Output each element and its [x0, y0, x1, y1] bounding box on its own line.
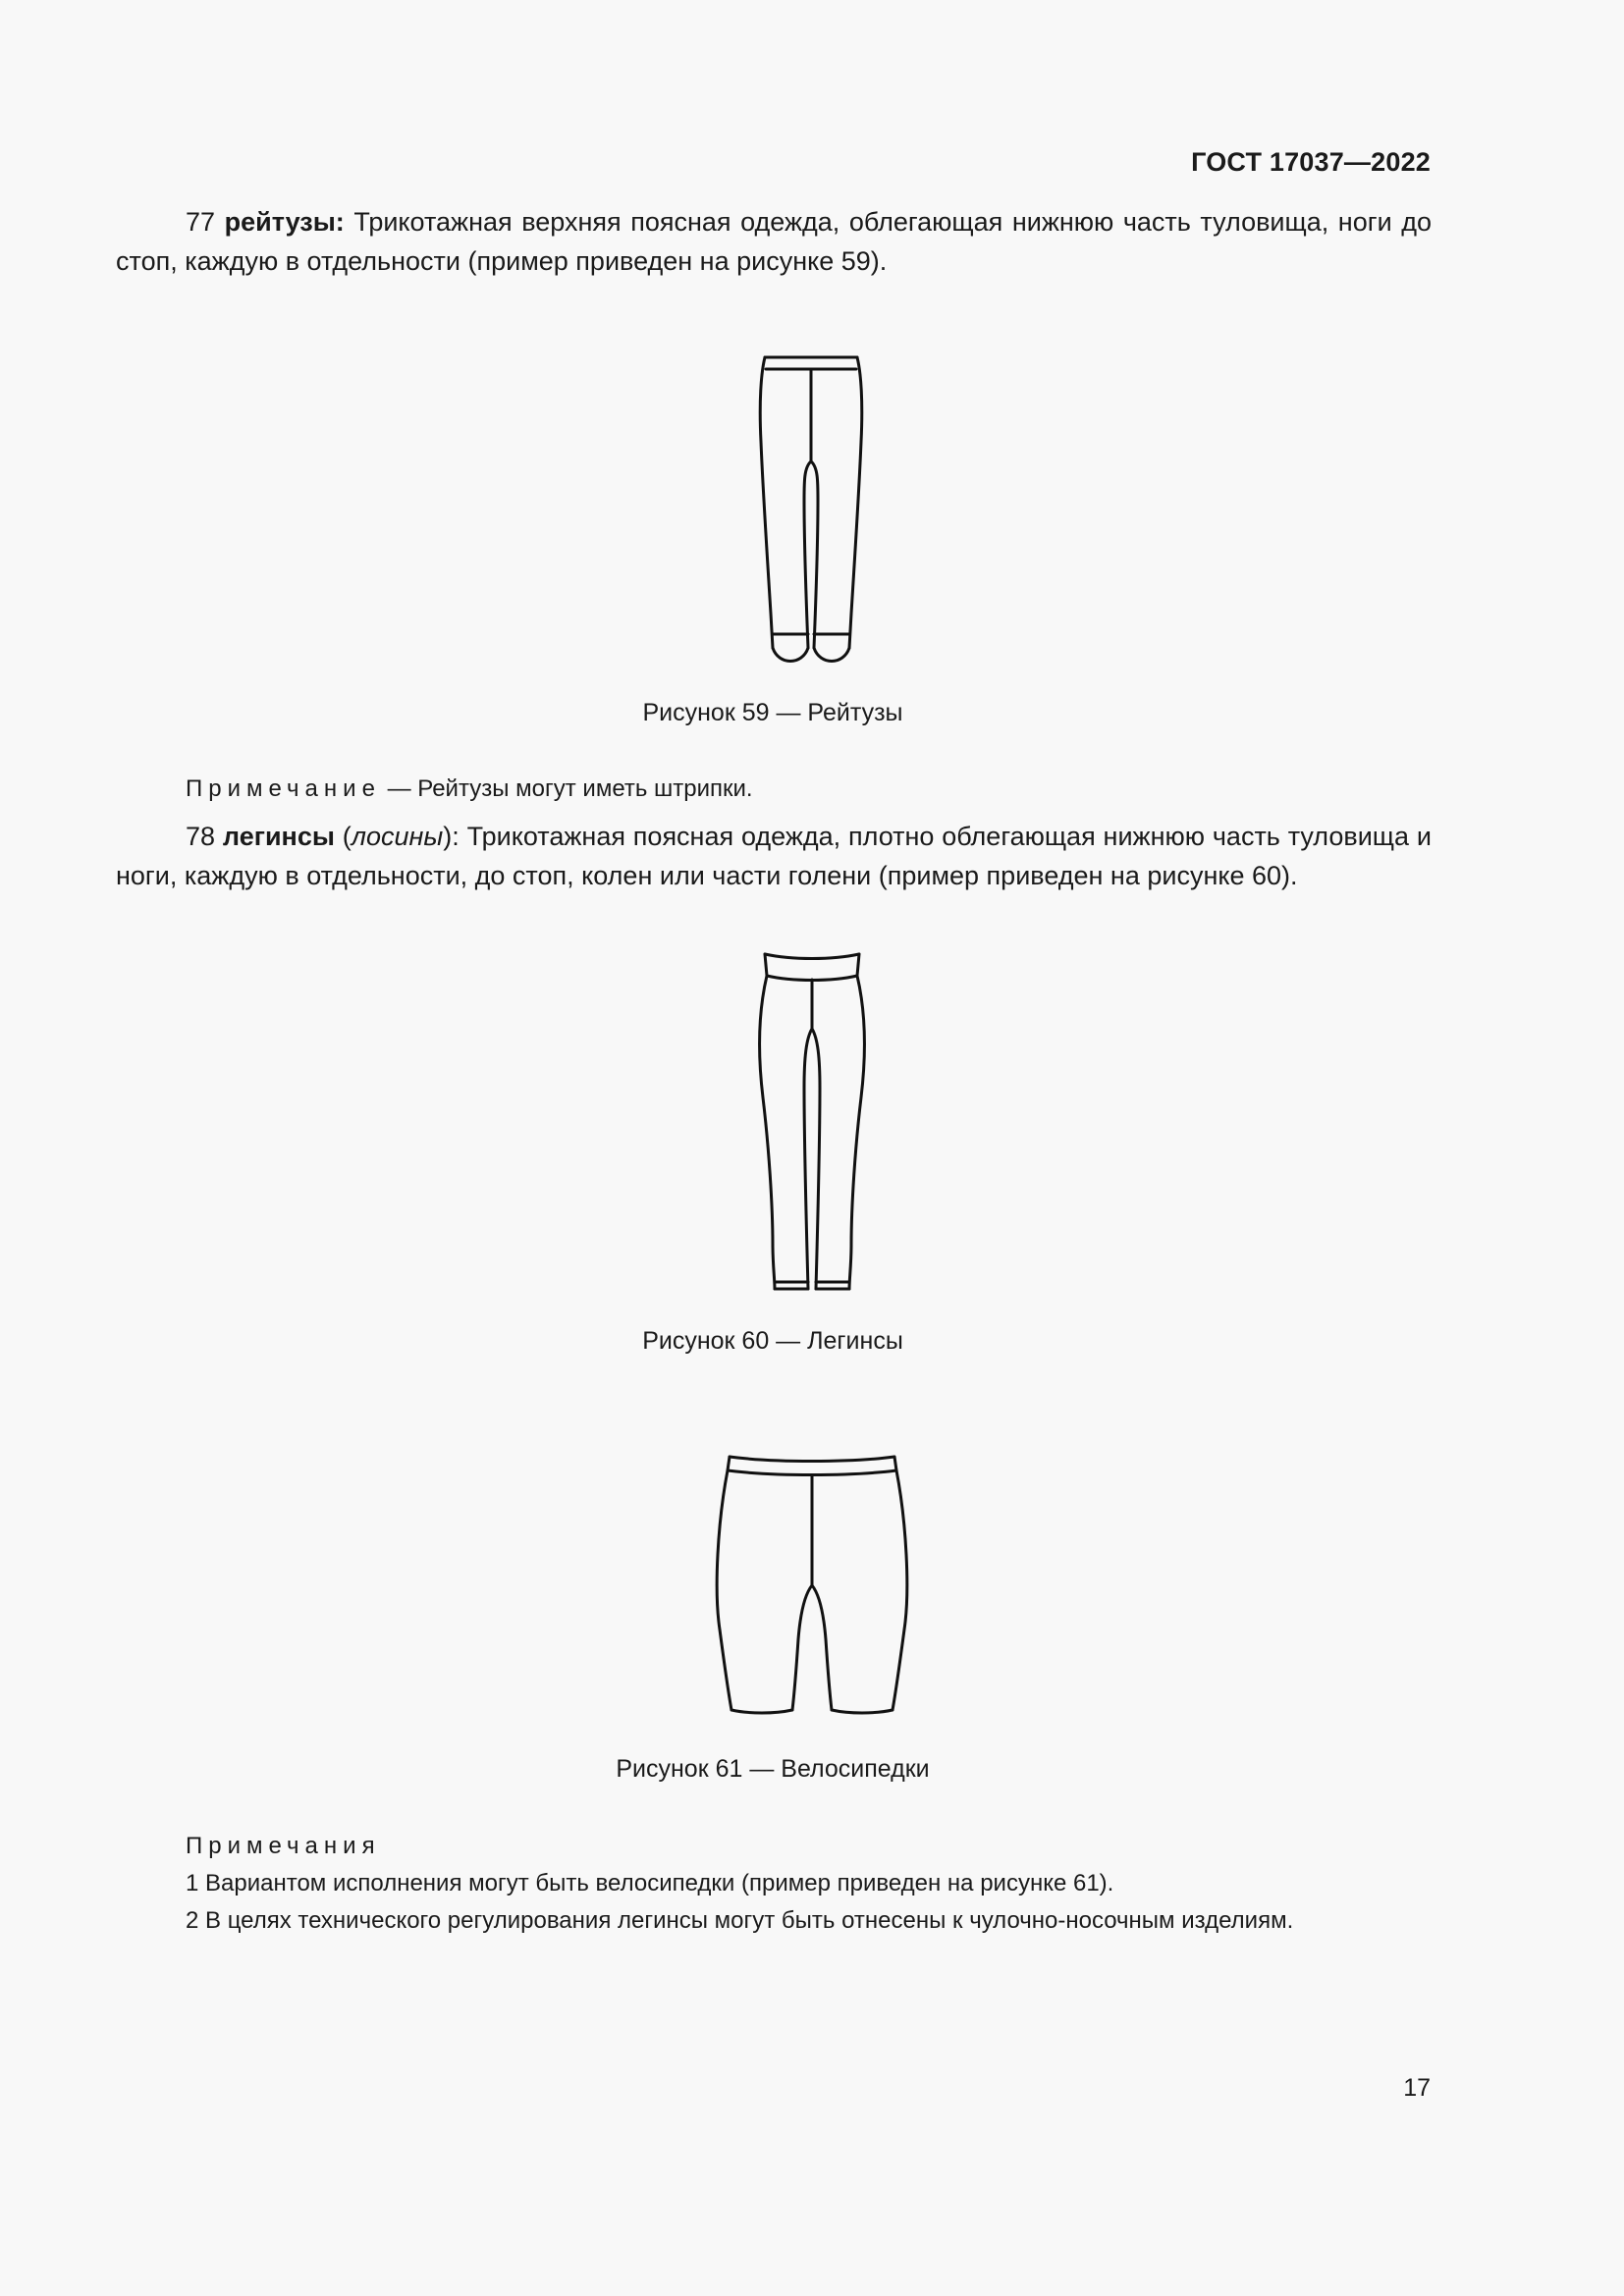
note-77 [186, 771, 753, 808]
notes-78-item-1: 1 Вариантом исполнения могут быть велосипедки (пример приведен на рисунке 61). [186, 1870, 1114, 1896]
figure-61-caption: Рисунок 61 — Велосипедки [616, 1755, 930, 1783]
note-77-label: Примечание [186, 775, 381, 802]
cycling-shorts-drawing [714, 1453, 910, 1718]
notes-78-label-line [186, 1828, 381, 1865]
term-78-term: легинсы [222, 822, 335, 851]
note-77-text: — Рейтузы могут иметь штрипки. [380, 775, 753, 802]
leggings-drawing [753, 950, 871, 1294]
term-78-number: 78 [186, 822, 216, 851]
figure-60 [0, 950, 1624, 1294]
term-78-definition: : Трикотажная поясная одежда, плотно облегающая нижнюю часть туловища и ноги, каждую в отдельности, до стоп, колен или части голени (пример приведен на рисунке 60). [116, 822, 1432, 890]
figure-59 [0, 353, 1624, 667]
term-78-paragraph: 78 легинсы (лосины): Трикотажная поясная одежда, плотно облегающая нижнюю часть туловища и ноги, каждую в отдельности, до стоп, колен или части голени (пример приведен на рисунке 60). [116, 822, 1432, 890]
term-77-term: рейтузы: [224, 207, 345, 237]
figure-61 [0, 1453, 1624, 1718]
leggings-with-stirrups-drawing [753, 353, 871, 667]
standard-header: ГОСТ 17037—2022 [1191, 147, 1431, 177]
term-77-paragraph [116, 202, 1432, 281]
term-77-definition: Трикотажная верхняя поясная одежда, облегающая нижнюю часть туловища, ноги до стоп, каждую в отдельности (пример приведен на рисунке 59). [116, 207, 1432, 276]
notes-78-label: Примечания [186, 1833, 381, 1859]
term-77-number: 77 [186, 207, 216, 237]
page-number: 17 [1403, 2074, 1431, 2102]
figure-59-caption: Рисунок 59 — Рейтузы [642, 699, 903, 726]
notes-78-item-2: 2 В целях технического регулирования легинсы могут быть отнесены к чулочно-носочным изделиям. [186, 1907, 1294, 1934]
term-78-synonym: лосины [351, 822, 444, 851]
figure-60-caption: Рисунок 60 — Легинсы [642, 1327, 903, 1355]
